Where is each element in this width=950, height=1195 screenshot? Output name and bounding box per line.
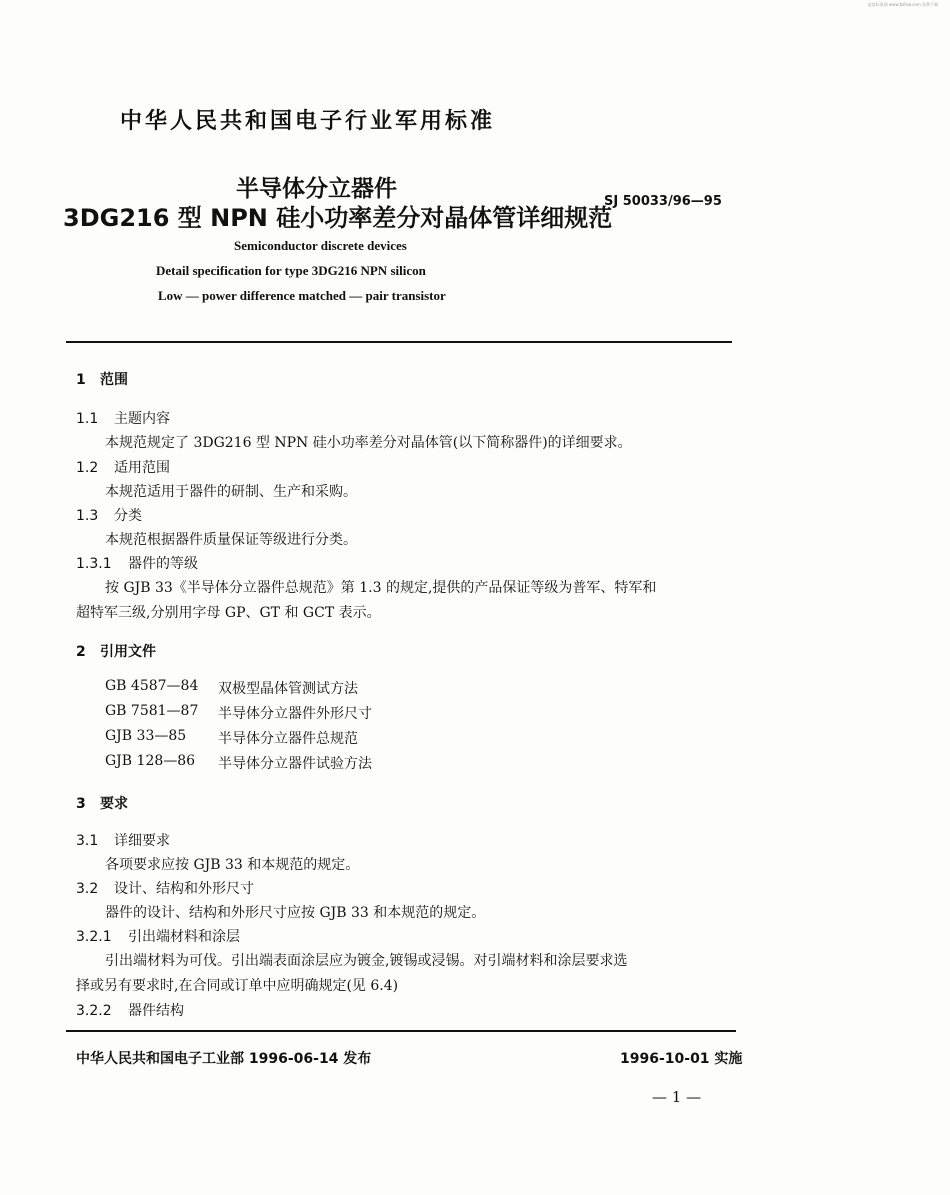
section-1-3-1-text-line1: 按 GJB 33《半导体分立器件总规范》第 1.3 的规定,提供的产品保证等级为普军、特军和: [105, 580, 657, 596]
section-1-2-heading: [76, 457, 170, 477]
reference-list: [0, 678, 950, 778]
section-title: 器件结构: [128, 1003, 184, 1019]
section-2-heading: [76, 641, 156, 661]
section-title: 要求: [100, 796, 128, 812]
section-number: 3: [76, 796, 86, 812]
reference-code: GB 4587—84: [105, 678, 199, 694]
reference-code: GJB 33—85: [105, 728, 187, 744]
section-number: 1.2: [76, 460, 99, 476]
title-cn-line2: 3DG216 型 NPN 硅小功率差分对晶体管详细规范: [63, 204, 613, 232]
reference-code: GJB 128—86: [105, 753, 196, 769]
section-number: 1: [76, 372, 86, 388]
header-divider: [66, 341, 732, 343]
section-3-2-text: 器件的设计、结构和外形尺寸应按 GJB 33 和本规范的规定。: [105, 905, 486, 921]
ministry-heading: 中华人民共和国电子行业军用标准: [120, 109, 496, 134]
section-3-2-heading: [76, 878, 254, 898]
reference-item: [0, 703, 950, 727]
section-1-3-1-text-line2: 超特军三级,分别用字母 GP、GT 和 GCT 表示。: [76, 605, 381, 621]
section-number: 3.1: [76, 833, 99, 849]
section-title: 引出端材料和涂层: [128, 929, 240, 945]
section-title: 器件的等级: [128, 556, 198, 572]
section-1-2-text: 本规范适用于器件的研制、生产和采购。: [105, 484, 357, 500]
section-number: 1.3.1: [76, 556, 112, 572]
section-1-3-text: 本规范根据器件质量保证等级进行分类。: [105, 532, 357, 548]
section-number: 1.1: [76, 411, 99, 427]
section-1-3-heading: [76, 505, 142, 525]
reference-name: 半导体分立器件试验方法: [218, 756, 372, 772]
section-title: 范围: [100, 372, 128, 388]
title-en-line1: Semiconductor discrete devices: [234, 238, 407, 253]
section-title: 适用范围: [114, 460, 170, 476]
reference-name: 半导体分立器件总规范: [218, 731, 358, 747]
section-3-1-text: 各项要求应按 GJB 33 和本规范的规定。: [105, 857, 360, 873]
section-title: 引用文件: [100, 644, 156, 660]
effective-date: 1996-10-01 实施: [620, 1051, 743, 1067]
section-1-1-heading: [76, 408, 170, 428]
section-1-3-1-heading: [76, 553, 198, 573]
section-title: 主题内容: [114, 411, 170, 427]
section-number: 1.3: [76, 508, 99, 524]
watermark-note: 某某标准网 www.bzfxw.com 免费下载: [867, 2, 938, 7]
title-en-line3: Low — power difference matched — pair transistor: [158, 288, 446, 303]
title-en-line2: Detail specification for type 3DG216 NPN silicon: [156, 263, 426, 278]
reference-item: [0, 678, 950, 702]
reference-name: 双极型晶体管测试方法: [218, 681, 358, 697]
standard-number: SJ 50033/96—95: [604, 194, 722, 209]
reference-item: [0, 753, 950, 777]
section-1-heading: [76, 369, 128, 389]
section-3-heading: [76, 793, 128, 813]
title-cn-line1: 半导体分立器件: [236, 176, 397, 202]
footer-divider: [66, 1030, 736, 1032]
section-1-1-text: 本规范规定了 3DG216 型 NPN 硅小功率差分对晶体管(以下简称器件)的详细要求。: [105, 435, 632, 451]
section-title: 分类: [114, 508, 142, 524]
section-3-2-1-text-line2: 择或另有要求时,在合同或订单中应明确规定(见 6.4): [76, 978, 399, 994]
section-3-2-2-heading: [76, 1000, 184, 1020]
section-title: 设计、结构和外形尺寸: [114, 881, 254, 897]
section-title: 详细要求: [114, 833, 170, 849]
reference-item: [0, 728, 950, 752]
reference-code: GB 7581—87: [105, 703, 199, 719]
section-number: 3.2.2: [76, 1003, 112, 1019]
issue-info: 中华人民共和国电子工业部 1996-06-14 发布: [76, 1051, 372, 1067]
section-number: 2: [76, 644, 86, 660]
section-3-2-1-heading: [76, 926, 240, 946]
reference-name: 半导体分立器件外形尺寸: [218, 706, 372, 722]
section-3-2-1-text-line1: 引出端材料为可伐。引出端表面涂层应为镀金,镀锡或浸锡。对引端材料和涂层要求选: [105, 953, 628, 969]
section-number: 3.2: [76, 881, 99, 897]
section-number: 3.2.1: [76, 929, 112, 945]
page-number: — 1 —: [652, 1088, 702, 1106]
section-3-1-heading: [76, 830, 170, 850]
